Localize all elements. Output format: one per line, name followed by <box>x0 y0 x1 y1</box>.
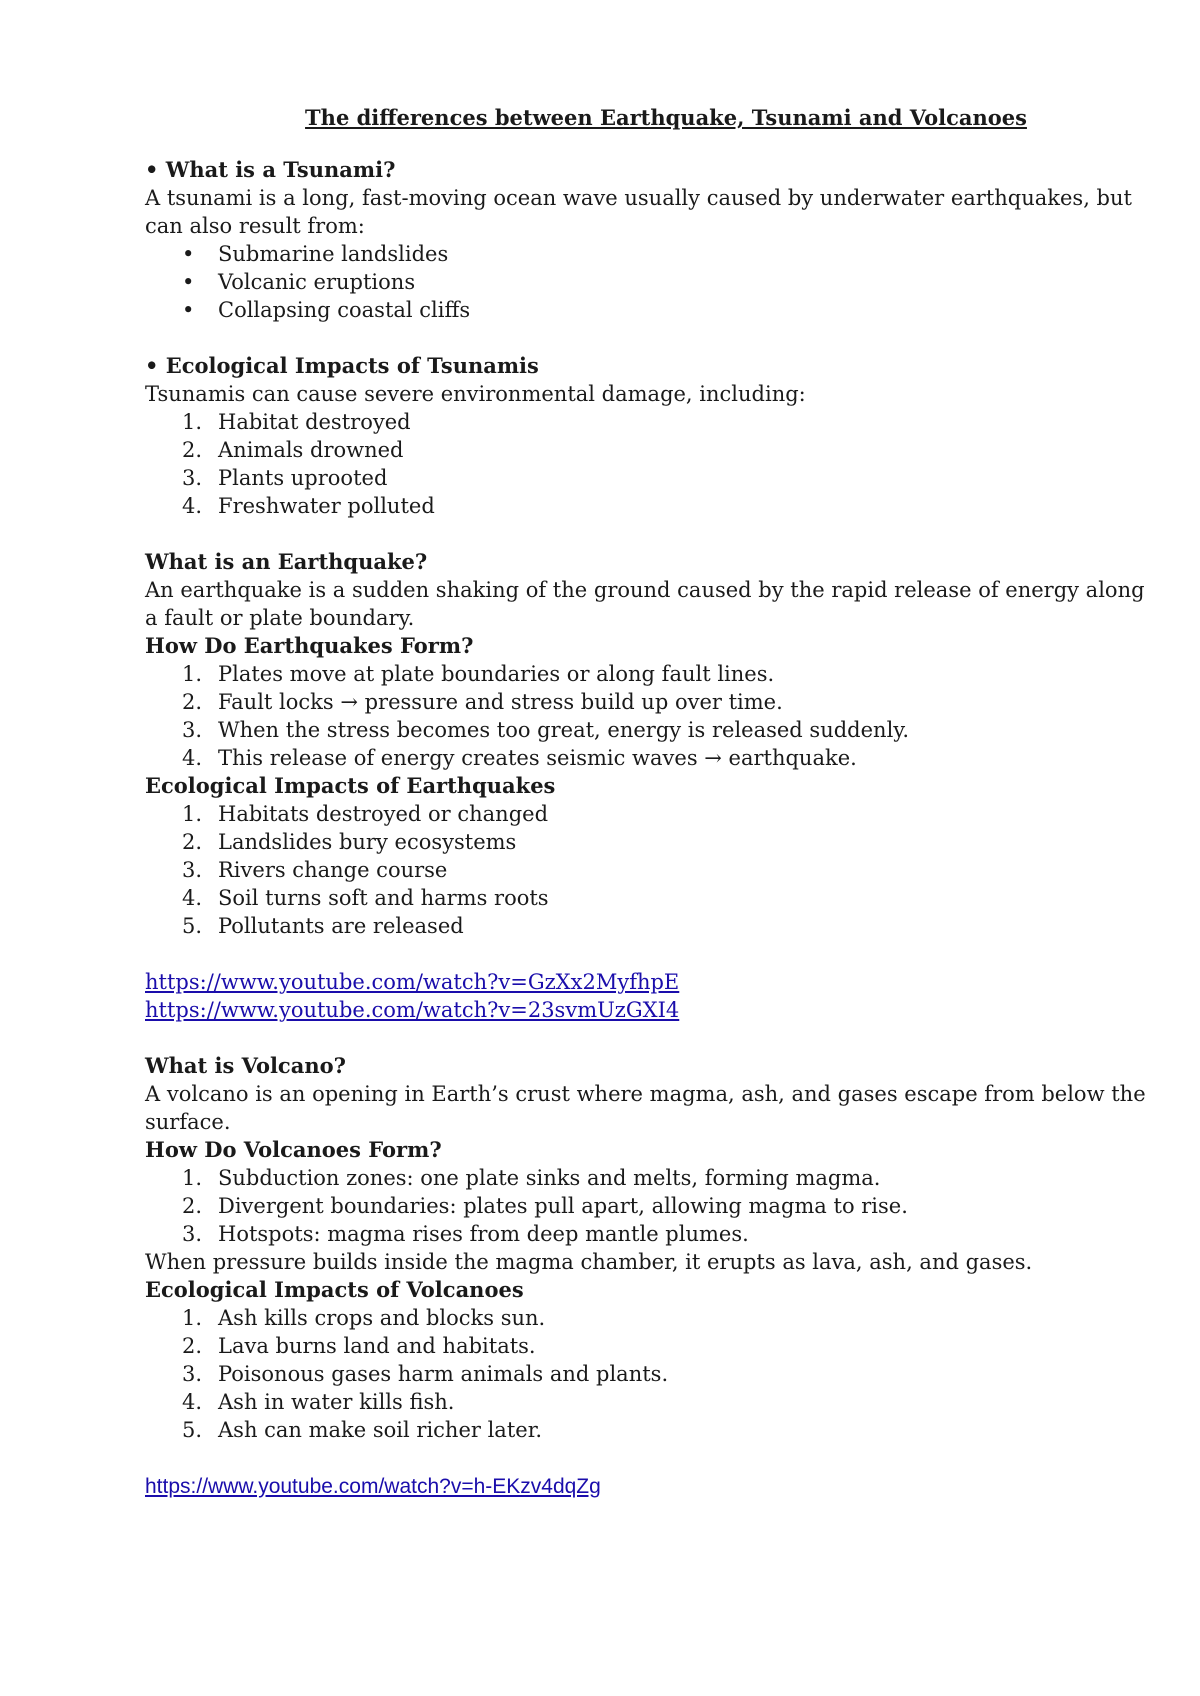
list-item <box>145 1304 1155 1332</box>
list-number: 4. <box>182 746 203 770</box>
document-body <box>145 156 1155 1501</box>
list-item-text: Ash in water kills fish. <box>218 1390 455 1414</box>
volcano-eruption-text: When pressure builds inside the magma chamber, it erupts as lava, ash, and gases. <box>145 1250 1033 1274</box>
list-item-text: Hotspots: magma rises from deep mantle plumes. <box>218 1222 749 1246</box>
earthquake-video-link-1[interactable]: https://www.youtube.com/watch?v=GzXx2MyfhpE <box>145 970 680 994</box>
list-item <box>145 436 1155 464</box>
list-item <box>145 688 1155 716</box>
list-number: 4. <box>182 886 203 910</box>
tsunami-causes-list <box>145 240 1155 324</box>
list-item <box>145 1164 1155 1192</box>
earthquake-link-row-1 <box>145 968 1155 996</box>
earthquake-form-heading: How Do Earthquakes Form? <box>145 633 474 658</box>
list-item-text: Freshwater polluted <box>218 494 435 518</box>
list-item <box>145 1332 1155 1360</box>
list-item <box>145 1416 1155 1444</box>
tsunami-impacts-intro: Tsunamis can cause severe environmental damage, including: <box>145 382 806 406</box>
bullet-marker: • <box>182 270 195 294</box>
spacer <box>145 520 1155 548</box>
tsunami-intro: A tsunami is a long, fast-moving ocean wave usually caused by underwater earthquakes, but can also result from: <box>145 186 1132 238</box>
list-number: 3. <box>182 1222 203 1246</box>
list-number: 1. <box>182 802 203 826</box>
list-item-text: Pollutants are released <box>218 914 464 938</box>
spacer <box>145 940 1155 968</box>
list-item <box>145 828 1155 856</box>
list-item <box>145 716 1155 744</box>
list-item-text: Poisonous gases harm animals and plants. <box>218 1362 669 1386</box>
spacer <box>145 324 1155 352</box>
volcano-form-heading: How Do Volcanoes Form? <box>145 1137 442 1162</box>
spacer <box>145 1024 1155 1052</box>
list-item-text: Plates move at plate boundaries or along fault lines. <box>218 662 775 686</box>
volcano-impacts-list <box>145 1304 1155 1444</box>
list-item-text: When the stress becomes too great, energy is released suddenly. <box>218 718 910 742</box>
list-number: 1. <box>182 1306 203 1330</box>
tsunami-heading: • What is a Tsunami? <box>145 157 396 182</box>
list-item <box>145 800 1155 828</box>
list-number: 3. <box>182 718 203 742</box>
list-item <box>145 744 1155 772</box>
list-item <box>145 1360 1155 1388</box>
list-number: 1. <box>182 1166 203 1190</box>
list-item-text: Lava burns land and habitats. <box>218 1334 536 1358</box>
spacer <box>145 1444 1155 1472</box>
tsunami-impacts-list <box>145 408 1155 520</box>
list-item <box>145 912 1155 940</box>
volcano-video-link[interactable]: https://www.youtube.com/watch?v=h-EKzv4dqZg <box>145 1475 601 1498</box>
list-number: 2. <box>182 1334 203 1358</box>
list-number: 2. <box>182 438 203 462</box>
list-item <box>145 1388 1155 1416</box>
list-item-text: Plants uprooted <box>218 466 388 490</box>
earthquake-video-link-2[interactable]: https://www.youtube.com/watch?v=23svmUzGXI4 <box>145 998 680 1022</box>
list-item-text: Fault locks → pressure and stress build up over time. <box>218 690 783 714</box>
list-item-text: This release of energy creates seismic waves → earthquake. <box>218 746 857 770</box>
earthquake-link-row-2 <box>145 996 1155 1024</box>
list-item-text: Ash can make soil richer later. <box>218 1418 543 1442</box>
volcano-link-row <box>145 1472 1155 1501</box>
list-number: 3. <box>182 466 203 490</box>
list-item-text: Collapsing coastal cliffs <box>218 298 471 322</box>
list-item-text: Subduction zones: one plate sinks and melts, forming magma. <box>218 1166 881 1190</box>
list-item-text: Landslides bury ecosystems <box>218 830 517 854</box>
list-item <box>145 408 1155 436</box>
document-title: The differences between Earthquake, Tsunami and Volcanoes <box>305 105 1027 130</box>
bullet-marker: • <box>182 242 195 266</box>
earthquake-impacts-heading: Ecological Impacts of Earthquakes <box>145 773 556 798</box>
list-number: 3. <box>182 1362 203 1386</box>
list-item-text: Rivers change course <box>218 858 448 882</box>
volcano-form-list <box>145 1164 1155 1248</box>
earthquake-intro: An earthquake is a sudden shaking of the ground caused by the rapid release of energy along a fault or plate boundary. <box>145 578 1145 630</box>
list-number: 1. <box>182 410 203 434</box>
list-item-text: Divergent boundaries: plates pull apart, allowing magma to rise. <box>218 1194 908 1218</box>
list-item <box>145 1192 1155 1220</box>
bullet-marker: • <box>182 298 195 322</box>
tsunami-impacts-heading: • Ecological Impacts of Tsunamis <box>145 353 539 378</box>
list-item-text: Volcanic eruptions <box>218 270 416 294</box>
list-number: 3. <box>182 858 203 882</box>
list-item-text: Soil turns soft and harms roots <box>218 886 549 910</box>
list-item-text: Habitat destroyed <box>218 410 411 434</box>
list-item-text: Submarine landslides <box>218 242 449 266</box>
list-item <box>145 240 1155 268</box>
volcano-heading: What is Volcano? <box>145 1053 346 1078</box>
list-item <box>145 1220 1155 1248</box>
list-number: 5. <box>182 1418 203 1442</box>
list-item <box>145 660 1155 688</box>
list-number: 4. <box>182 1390 203 1414</box>
earthquake-form-list <box>145 660 1155 772</box>
list-number: 2. <box>182 690 203 714</box>
earthquake-heading: What is an Earthquake? <box>145 549 428 574</box>
list-item <box>145 464 1155 492</box>
list-number: 2. <box>182 830 203 854</box>
volcano-intro: A volcano is an opening in Earth’s crust where magma, ash, and gases escape from below the surface. <box>145 1082 1146 1134</box>
list-item <box>145 492 1155 520</box>
list-number: 1. <box>182 662 203 686</box>
list-item <box>145 296 1155 324</box>
list-number: 5. <box>182 914 203 938</box>
list-item <box>145 884 1155 912</box>
list-item-text: Habitats destroyed or changed <box>218 802 549 826</box>
list-item <box>145 856 1155 884</box>
list-number: 4. <box>182 494 203 518</box>
list-number: 2. <box>182 1194 203 1218</box>
volcano-impacts-heading: Ecological Impacts of Volcanoes <box>145 1277 524 1302</box>
earthquake-impacts-list <box>145 800 1155 940</box>
list-item <box>145 268 1155 296</box>
list-item-text: Ash kills crops and blocks sun. <box>218 1306 546 1330</box>
list-item-text: Animals drowned <box>218 438 404 462</box>
